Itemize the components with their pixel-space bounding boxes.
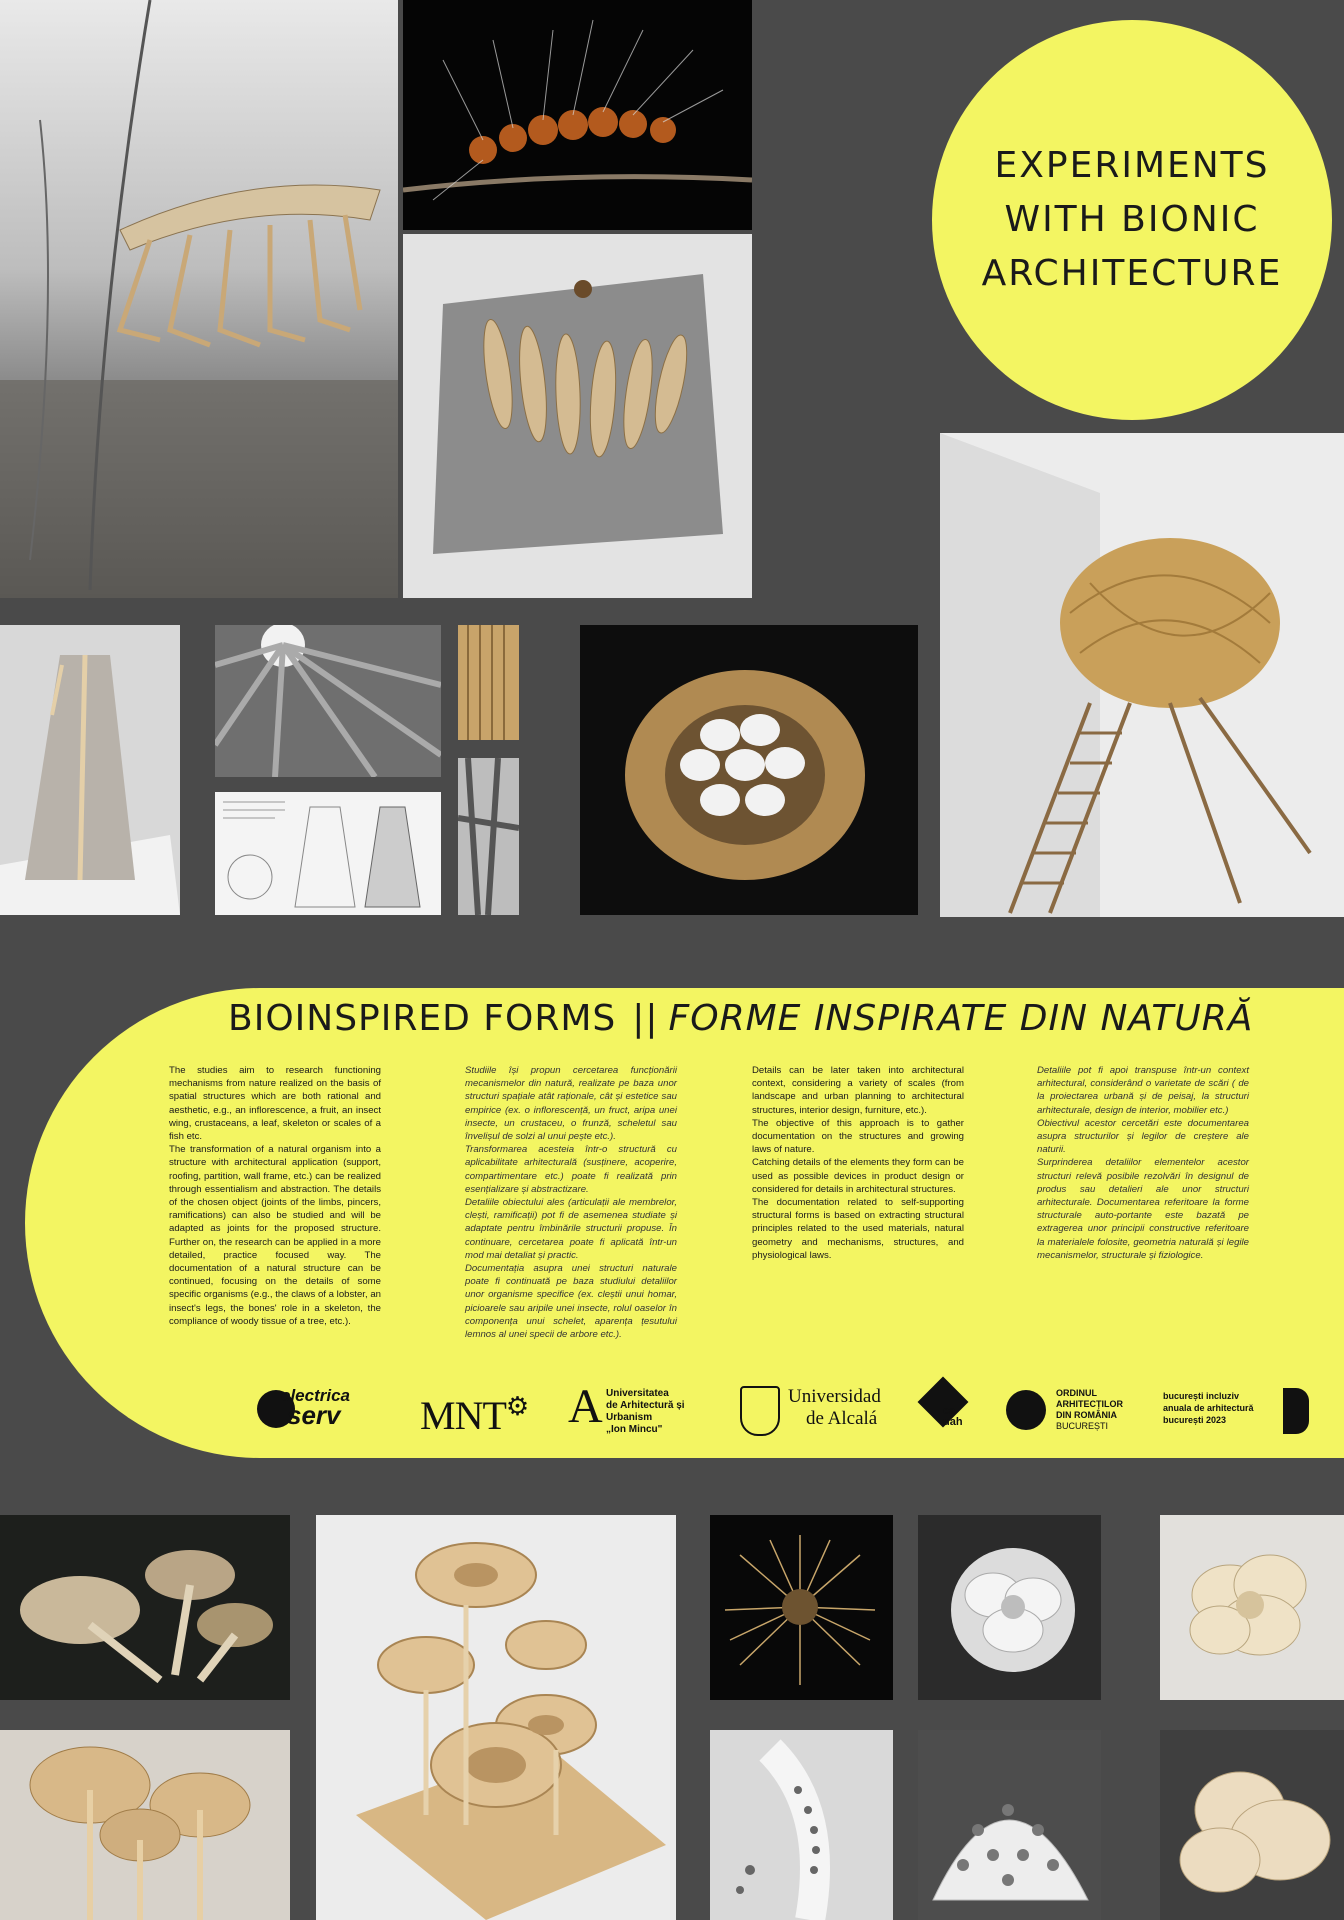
photo-paper-flower-model: [1160, 1515, 1344, 1700]
compass-a-icon: A: [568, 1380, 603, 1433]
heading-romanian: FORME INSPIRATE DIN NATURĂ: [668, 998, 1254, 1039]
photo-radial-ceiling: [215, 625, 441, 777]
logo-alcala-line-1: Universidad: [788, 1386, 881, 1407]
paragraph: Studiile își propun cercetarea funcționării mecanismelor din natură, realizate pe baza unor structuri spațiale atât raționale, cât și estetice sau empirice (ex. o inflorescență, un fruct, aripa unei insecte, un crustaceu, o frunză, scheletul sau învelișul de solzi al unui pește etc.).: [465, 1065, 677, 1143]
photo-sea-urchin: [710, 1515, 893, 1700]
paragraph: Details can be later taken into architectural context, considering a variety of scales (from landscape and urban planning to architectural structures, interior design, furniture, etc.).: [752, 1065, 964, 1116]
logo-oar-line-1: ORDINUL: [1056, 1388, 1097, 1398]
logo-uauim: [568, 1380, 728, 1436]
photo-white-peony: [918, 1515, 1101, 1700]
column-english-2: [752, 1064, 964, 1262]
photo-scale-model: [403, 234, 752, 598]
heading-separator: ||: [632, 998, 659, 1039]
photo-mushroom-model: [0, 1730, 290, 1920]
photo-perforated-detail: [710, 1730, 893, 1920]
logo-ea-uah: [925, 1384, 985, 1436]
logo-bucuresti-incluziv: [1163, 1388, 1313, 1436]
crest-icon: [740, 1386, 780, 1436]
logo-universidad-alcala: [740, 1382, 900, 1438]
photo-paper-shell-model: [1160, 1730, 1344, 1920]
photo-disc-tower-model: [316, 1515, 676, 1920]
photo-bamboo-texture: [458, 625, 519, 740]
photo-sketch-drawings: [215, 792, 441, 915]
logo-oar-bucuresti: [1006, 1388, 1136, 1436]
paragraph: The transformation of a natural organism into a structure with architectural application (support, roofing, partition, wall frame, etc.) can be realized through essentialism and abstraction. The details of the chosen object (joints of the limbs, pincers, ramifications) can also be studied and will be adapted as joints for the proposed structure. Further on, the research can be applied in a more detailed, practice focused way. The documentation of a natural structure can be continued, focusing on the details of some specific organisms (e.g., the claws of a lobster, an insect's legs, the bones' role in a skeleton, the compliance of woody tissue of a tree, etc.).: [169, 1144, 381, 1327]
title-line-1: EXPERIMENTS: [994, 145, 1270, 186]
photo-mushrooms: [0, 1515, 290, 1700]
logo-eauah-text: ea uah: [943, 1405, 963, 1428]
photo-nest-eggs: [580, 625, 918, 915]
logo-oar-line-2: ARHITECȚILOR: [1056, 1399, 1123, 1409]
paragraph: Obiectivul acestor cercetări este documentarea asupra structurilor și legilor de creștere ale naturii.: [1037, 1117, 1249, 1156]
paragraph: Documentația asupra unei structuri naturale poate fi continuată pe baza studiului detaliilor unor organisme specifice (ex. cleștii unui homar, picioarele sau aripile unei insecte, rolul oaselor în componența unui schelet, aparența țesutului lemnos al unei specii de arbore etc.).: [465, 1263, 677, 1341]
logo-bienala-line-1: bucurești incluziv: [1163, 1391, 1240, 1401]
logo-bienala-line-3: bucurești 2023: [1163, 1415, 1227, 1425]
title-line-2: WITH BIONIC: [1004, 199, 1260, 240]
oar-circle-icon: [1006, 1390, 1046, 1430]
column-romanian-1: [465, 1064, 677, 1341]
logo-electrica-text: electrica: [281, 1386, 350, 1405]
photo-model-insect-structure: [0, 0, 398, 598]
panel-heading: [228, 998, 1253, 1039]
paragraph: The studies aim to research functioning mechanisms from nature realized on the basis of spatial structures which are both rational and aesthetic, e.g., an inflorescence, a fruit, an insect wing, crustaceans, a leaf, skeleton or scales of a fish etc.: [169, 1065, 381, 1143]
logo-uauim-line-3: „Ion Mincu": [606, 1424, 663, 1435]
poster-title-circle: [932, 20, 1332, 420]
column-english-1: [169, 1064, 381, 1328]
logo-electrica-serv: [257, 1386, 385, 1434]
text-panel: [25, 988, 1344, 1458]
logo-bienala-line-2: anuala de arhitectură: [1163, 1403, 1254, 1413]
paragraph: Detaliile obiectului ales (articulații ale membrelor, clești, ramificații) pot fi de asemenea studiate și adaptate pentru îmbinările structurii propuse. În continuare, cercetarea poate fi aplicată într-un mod mai detaliat și practic.: [465, 1197, 677, 1261]
logo-uauim-line-1: Universitatea: [606, 1388, 669, 1399]
photo-tower-model: [0, 625, 180, 915]
title-line-3: ARCHITECTURE: [981, 253, 1283, 294]
paragraph: The objective of this approach is to gather documentation on the structures and growing laws of nature.: [752, 1117, 964, 1156]
paragraph: Transformarea acesteia într-o structură cu aplicabilitate arhitecturală (susținere, acoperire, compartimentare etc.) poate fi realizată prin esențializare și abstractizare.: [465, 1144, 677, 1195]
bienala-mark-icon: [1283, 1388, 1309, 1434]
column-romanian-2: [1037, 1064, 1249, 1262]
logo-oar-line-3: DIN ROMÂNIA: [1056, 1410, 1117, 1420]
photo-perforated-dome: [918, 1730, 1101, 1920]
paragraph: Catching details of the elements they form can be used as possible devices in product design or considered for details in architectural structures.: [752, 1157, 964, 1195]
photo-shadow-structure: [458, 758, 519, 915]
photo-bird-nest-ladder: [940, 433, 1344, 917]
paragraph: Detaliile pot fi apoi transpuse într-un context arhitectural, considerând o varietate de scări ( de la proiectarea urbană și de peisaj, la structuri arhitecturale, design de interior, mobilier etc.): [1037, 1065, 1249, 1116]
paragraph: The documentation related to self-supporting structural forms is based on extracting structural principles related to the used materials, natural geometry and mechanisms, structures, and physiological laws.: [752, 1197, 964, 1261]
paragraph: Surprinderea detaliilor elementelor acestor structuri relevă posibile rezolvări în designul de produs sau detalieri ale unor structuri arhitecturale. Documentarea referitoare la forme structurale auto-portante este bazată pe extragerea unor principii constructive referitoare la materialele folosite, geometria naturală și legile mecanismelor, structurale și fiziologice.: [1037, 1157, 1249, 1261]
logo-alcala-line-2: de Alcalá: [806, 1408, 878, 1429]
logo-mnt-text: MNT: [420, 1393, 506, 1438]
heading-english: BIOINSPIRED FORMS: [228, 998, 617, 1039]
gear-icon: ⚙: [505, 1392, 529, 1421]
logo-mnt: [420, 1392, 528, 1439]
logo-serv-text: serv: [287, 1400, 341, 1430]
photo-caterpillar: [403, 0, 752, 230]
logo-uauim-line-2: de Arhitectură și Urbanism: [606, 1400, 685, 1423]
logo-oar-line-4: BUCUREȘTI: [1056, 1421, 1109, 1431]
